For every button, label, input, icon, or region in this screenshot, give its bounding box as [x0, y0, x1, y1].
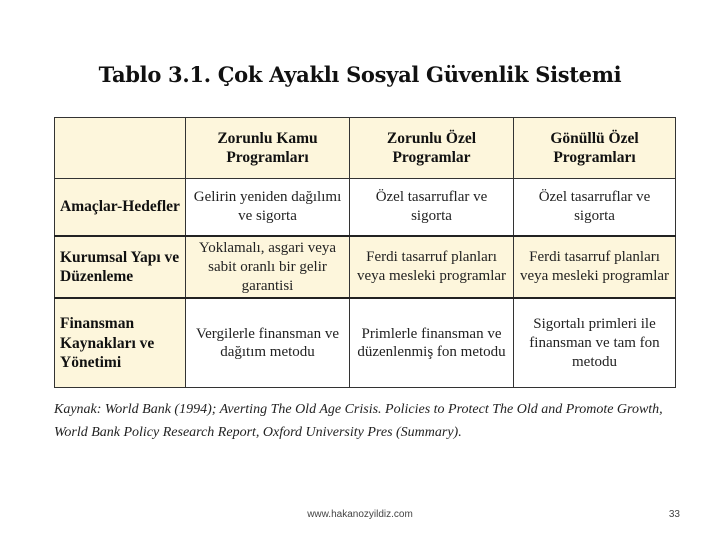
column-header: Zorunlu Özel Programlar: [350, 118, 514, 179]
table-cell: Vergilerle finansman ve dağıtım metodu: [186, 298, 350, 388]
table-cell: Özel tasarruflar ve sigorta: [514, 179, 676, 237]
column-header: Gönüllü Özel Programları: [514, 118, 676, 179]
table-cell: Gelirin yeniden dağılımı ve sigorta: [186, 179, 350, 237]
table-row: [55, 298, 676, 388]
page-title: Tablo 3.1. Çok Ayaklı Sosyal Güvenlik Sistemi: [98, 62, 622, 87]
row-label: Kurumsal Yapı ve Düzenleme: [55, 236, 186, 298]
table-corner-cell: [55, 118, 186, 179]
table-cell: Sigortalı primleri ile finansman ve tam fon metodu: [514, 298, 676, 388]
table-cell: Yoklamalı, asgari veya sabit oranlı bir gelir garantisi: [186, 236, 350, 298]
table-row: [55, 236, 676, 298]
table-cell: Primlerle finansman ve düzenlenmiş fon metodu: [350, 298, 514, 388]
table-header-row: [55, 118, 676, 179]
row-label: Finansman Kaynakları ve Yönetimi: [55, 298, 186, 388]
table-cell: Ferdi tasarruf planları veya mesleki programlar: [350, 236, 514, 298]
source-citation: Kaynak: World Bank (1994); Averting The Old Age Crisis. Policies to Protect The Old and Promote Growth, World Bank Policy Research Report, Oxford University Pres (Summary).: [54, 402, 663, 440]
table-cell: Ferdi tasarruf planları veya mesleki programlar: [514, 236, 676, 298]
column-header: Zorunlu Kamu Programları: [186, 118, 350, 179]
footer-url: www.hakanozyildiz.com: [307, 509, 413, 520]
row-label: Amaçlar-Hedefler: [55, 179, 186, 237]
comparison-table: [54, 117, 676, 388]
page-number: 33: [668, 509, 680, 520]
table-row: [55, 179, 676, 237]
table-cell: Özel tasarruflar ve sigorta: [350, 179, 514, 237]
